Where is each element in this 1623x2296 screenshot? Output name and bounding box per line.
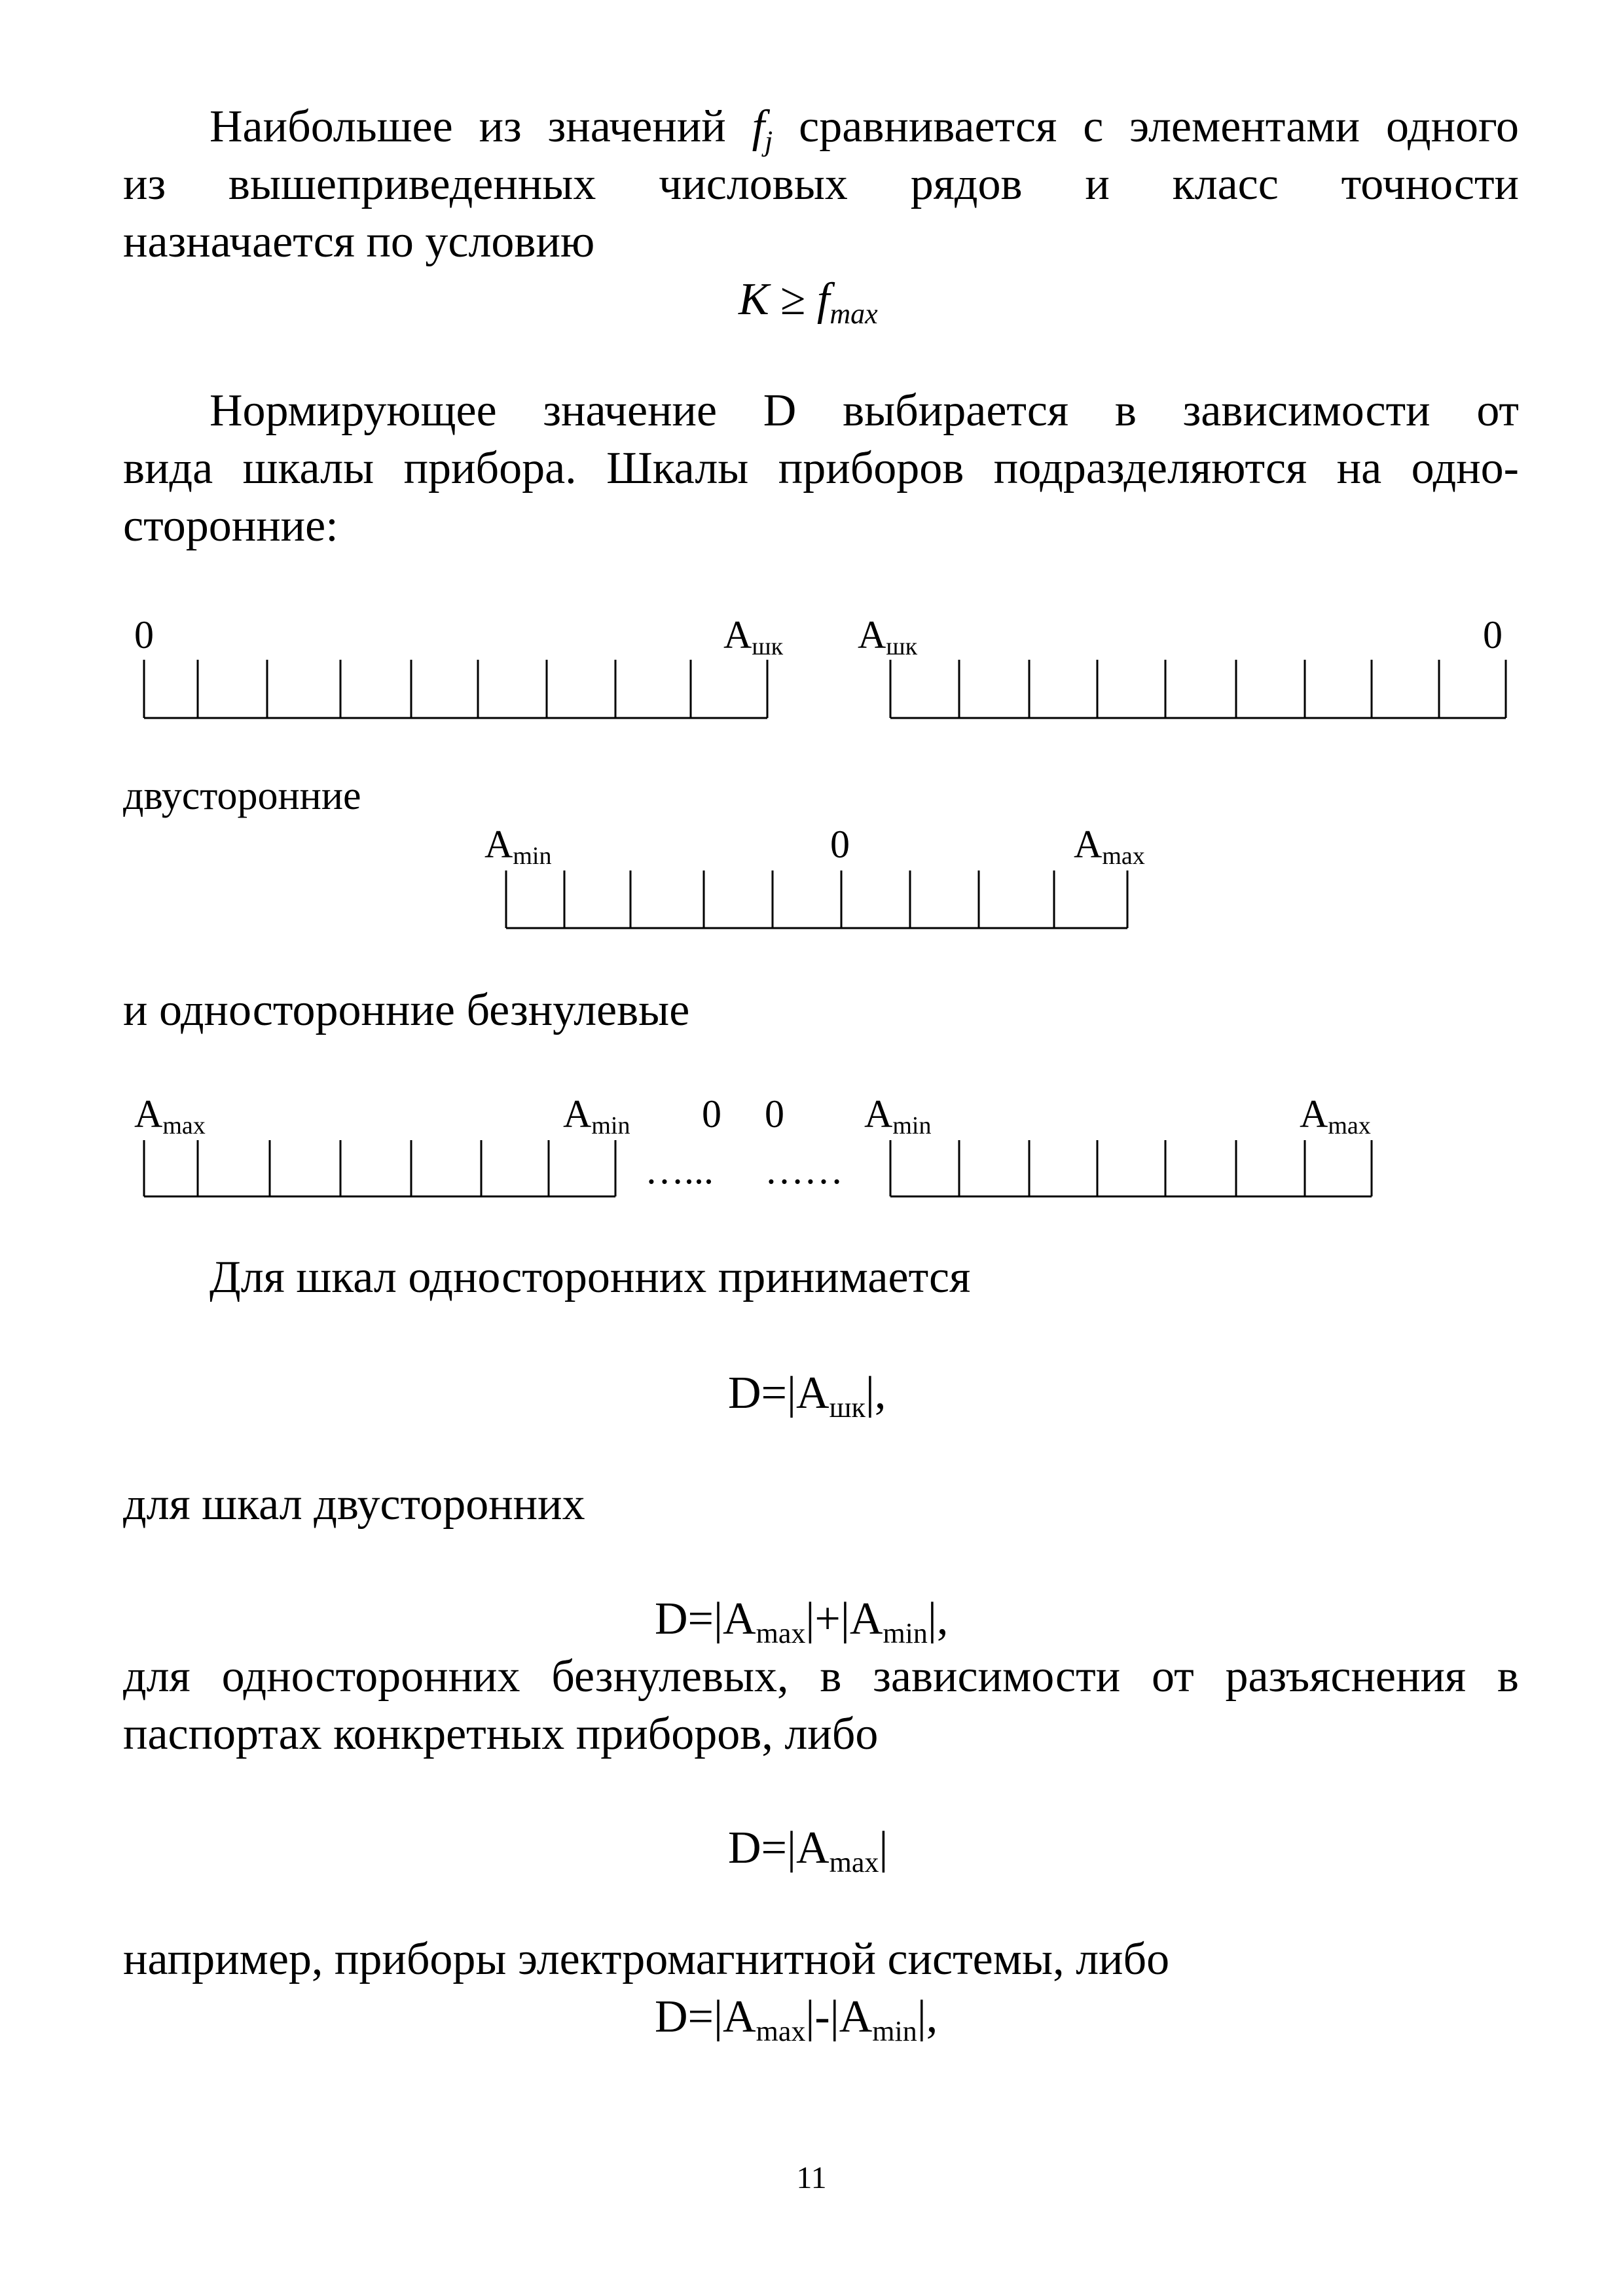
paragraph-1-line-3: назначается по условию bbox=[123, 217, 595, 267]
paragraph-1-line-1: Наибольшее из значений $f_j$ сравнивается с элементами одного bbox=[210, 101, 1519, 157]
zeroless-left-zero-label: 0 bbox=[702, 1092, 721, 1136]
page-number: 11 bbox=[796, 2161, 827, 2195]
text-two-sided: для шкал двусторонних bbox=[123, 1479, 585, 1530]
two-sided-min-label: Amin bbox=[484, 823, 552, 870]
zeroless-left-min-label: Amin bbox=[563, 1092, 630, 1139]
one-sided-left-end-label: Aшк bbox=[723, 613, 784, 660]
paragraph-2-line-3: сторонние: bbox=[123, 501, 338, 551]
one-sided-scale-right bbox=[890, 660, 1506, 718]
one-sided-scale-left bbox=[144, 660, 767, 718]
one-sided-right-zero-label: 0 bbox=[1483, 613, 1503, 656]
paragraph-2-line-2: вида шкалы прибора. Шкалы приборов подразделяются на одно- bbox=[123, 443, 1519, 493]
formula-zeroless-b: $D=|A_{max}|-|A_{min}|$, bbox=[655, 1992, 938, 2047]
zeroless-right-zero-label: 0 bbox=[765, 1092, 784, 1136]
text-example: например, приборы электромагнитной системы, либо bbox=[123, 1934, 1170, 1984]
one-sided-right-start-label: Aшк bbox=[858, 613, 918, 660]
two-sided-scale bbox=[506, 870, 1127, 928]
zeroless-scale-left bbox=[144, 1140, 615, 1196]
zeroless-right-max-label: Amax bbox=[1300, 1092, 1371, 1139]
two-sided-max-label: Amax bbox=[1074, 823, 1145, 870]
zeroless-scale-right bbox=[890, 1140, 1372, 1196]
zeroless-right-min-label: Amin bbox=[864, 1092, 932, 1139]
zeroless-left-dots: …... bbox=[645, 1149, 714, 1192]
zeroless-right-dots: …… bbox=[765, 1149, 843, 1192]
label-two-sided: двусторонние bbox=[123, 774, 361, 818]
formula-zeroless-a: $D=|A_{max}|$ bbox=[728, 1823, 888, 1878]
text-zeroless-line-2: паспортах конкретных приборов, либо bbox=[123, 1709, 879, 1759]
formula-one-sided: $D=|A_{шк}|$, bbox=[728, 1368, 886, 1424]
one-sided-left-zero-label: 0 bbox=[134, 613, 154, 656]
zeroless-left-max-label: Amax bbox=[134, 1092, 206, 1139]
text-one-sided: Для шкал односторонних принимается bbox=[210, 1252, 971, 1302]
formula-two-sided: $D=|A_{max}|+|A_{min}|$, bbox=[655, 1594, 949, 1649]
paragraph-1-line-2: из вышеприведенных числовых рядов и класс точности bbox=[123, 159, 1519, 209]
two-sided-zero-label: 0 bbox=[830, 823, 850, 866]
label-zeroless: и односторонние безнулевые bbox=[123, 985, 690, 1035]
text-zeroless-line-1: для односторонних безнулевых, в зависимости от разъяснения в bbox=[123, 1651, 1519, 1702]
formula-class-condition: $К \ge f_{max}$ bbox=[739, 274, 878, 330]
paragraph-2-line-1: Нормирующее значение D выбирается в зависимости от bbox=[210, 386, 1519, 436]
